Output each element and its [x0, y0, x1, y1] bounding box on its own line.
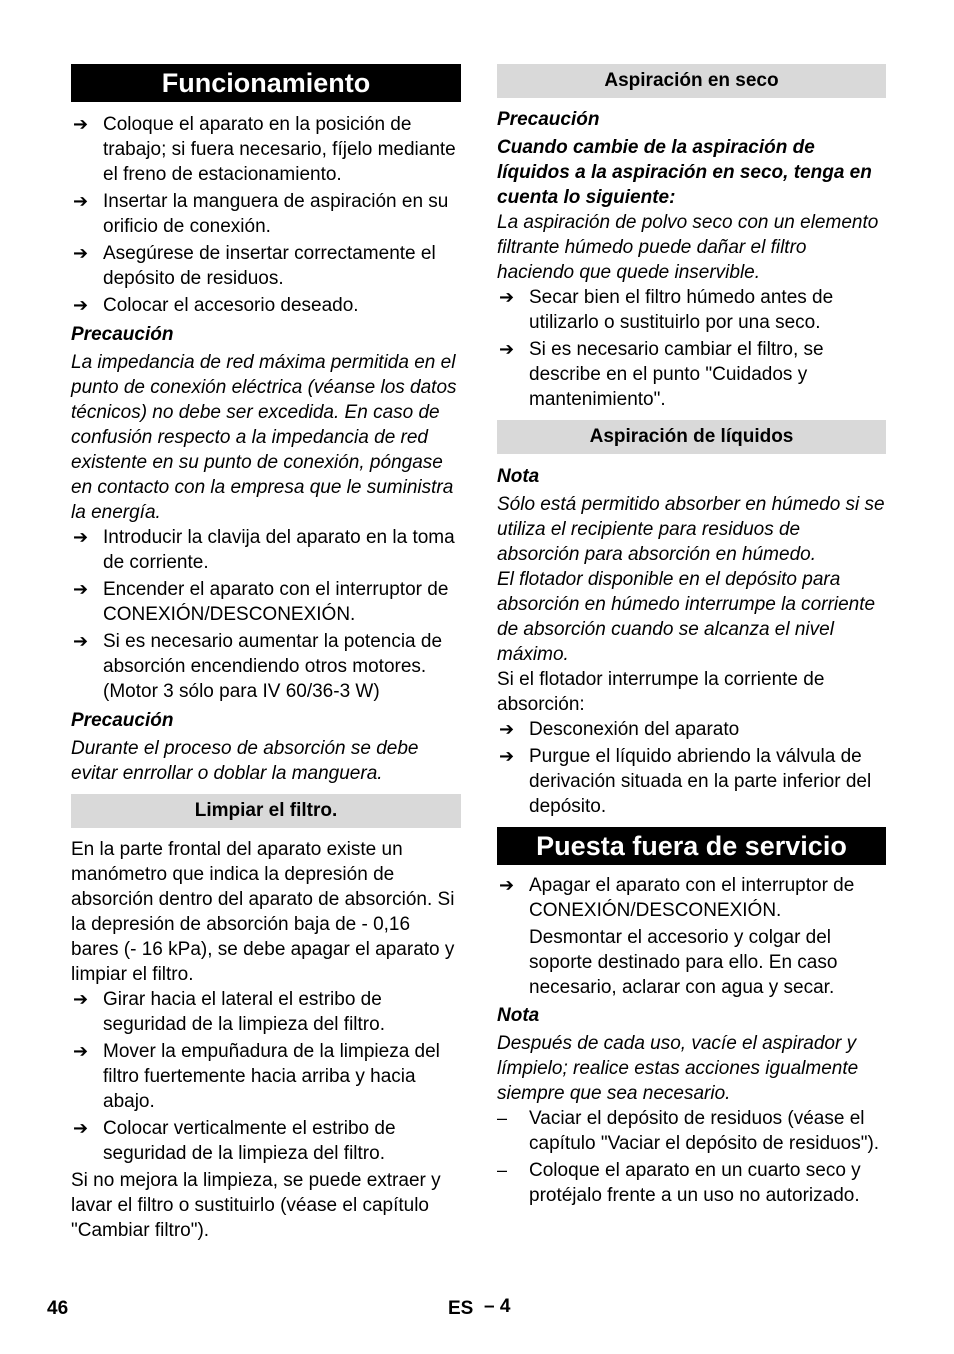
list-item: ➔ Colocar el accesorio deseado.	[73, 295, 359, 316]
language-code: ES	[448, 1298, 474, 1319]
caution-text: La aspiración de polvo seco con un elemento filtrante húmedo puede dañar el filtro haciendo que quede inservible.	[497, 212, 879, 283]
caution-text: Durante el proceso de absorción se debe evitar enrrollar o doblar la manguera.	[71, 738, 419, 784]
arrow-icon: ➔	[499, 287, 515, 307]
note-text: El flotador disponible en el depósito para absorción en húmedo interrumpe la corriente de absorción cuando se alcanza el nivel máximo.	[497, 569, 876, 665]
right-column	[497, 64, 886, 1208]
filter-outro: Si no mejora la limpieza, se puede extraer y lavar el filtro o sustituirlo (véase el capítulo "Cambiar filtro").	[71, 1170, 441, 1241]
list-item: ➔ Colocar verticalmente el estribo de seguridad de la limpieza del filtro.	[73, 1118, 396, 1164]
caution-label: Precaución	[497, 109, 600, 130]
arrow-icon: ➔	[73, 631, 89, 651]
note-text: Sólo está permitido absorber en húmedo si se utiliza el recipiente para residuos de absorción para absorción en húmedo.	[497, 494, 885, 565]
list-item: – Coloque el aparato en un cuarto seco y protéjalo frente a un uso no autorizado.	[497, 1160, 861, 1206]
page-number: 46	[47, 1298, 69, 1319]
funcionamiento-heading: Funcionamiento	[71, 64, 461, 102]
arrow-icon: ➔	[73, 243, 89, 263]
list-item: ➔ Coloque el aparato en la posición de trabajo; si fuera necesario, fíjelo mediante el freno de estacionamiento.	[73, 114, 456, 185]
arrow-icon: ➔	[73, 295, 89, 315]
arrow-icon: ➔	[73, 527, 89, 547]
list-item: ➔ Girar hacia el lateral el estribo de seguridad de la limpieza del filtro.	[73, 989, 385, 1035]
filter-heading: Limpiar el filtro.	[71, 794, 461, 828]
caution-label: Precaución	[71, 324, 174, 345]
arrow-icon: ➔	[73, 114, 89, 134]
page-reference: – 4	[484, 1296, 511, 1317]
arrow-icon: ➔	[499, 875, 515, 895]
list-item: ➔ Introducir la clavija del aparato en la toma de corriente.	[73, 527, 455, 573]
list-item: ➔ Mover la empuñadura de la limpieza del filtro fuertemente hacia arriba y hacia abajo.	[73, 1041, 440, 1112]
liquid-heading: Aspiración de líquidos	[497, 420, 886, 454]
arrow-icon: ➔	[73, 989, 89, 1009]
list-item: – Vaciar el depósito de residuos (véase el capítulo "Vaciar el depósito de residuos").	[497, 1108, 880, 1154]
arrow-icon: ➔	[73, 579, 89, 599]
arrow-icon: ➔	[73, 1041, 89, 1061]
caution-label: Precaución	[71, 710, 174, 731]
note-text: Después de cada uso, vacíe el aspirador y límpielo; realice estas acciones igualmente siempre que sea necesario.	[497, 1033, 859, 1104]
list-item: ➔ Insertar la manguera de aspiración en su orificio de conexión.	[73, 191, 449, 237]
dash-icon: –	[497, 1108, 508, 1128]
list-item: ➔ Secar bien el filtro húmedo antes de utilizarlo o sustituirlo por una seco.	[499, 287, 834, 333]
list-item: ➔ Encender el aparato con el interruptor de CONEXIÓN/DESCONEXIÓN.	[73, 579, 449, 625]
arrow-icon: ➔	[499, 746, 515, 766]
arrow-icon: ➔	[499, 719, 515, 739]
indented-text: Desmontar el accesorio y colgar del soporte destinado para ello. En caso necesario, aclarar con agua y secar.	[529, 927, 838, 998]
list-item: ➔ Si es necesario aumentar la potencia de absorción encendiendo otros motores. (Motor 3 sólo para IV 60/36-3 W)	[73, 631, 443, 702]
list-item: ➔ Purgue el líquido abriendo la válvula de derivación situada en la parte inferior del depósito.	[499, 746, 872, 817]
dry-heading: Aspiración en seco	[497, 64, 886, 98]
note-label: Nota	[497, 466, 540, 487]
caution-bold-text: Cuando cambie de la aspiración de líquidos a la aspiración en seco, tenga en cuenta lo siguiente:	[497, 137, 872, 208]
list-item: ➔ Desconexión del aparato	[499, 719, 740, 740]
note-label: Nota	[497, 1005, 540, 1026]
liquid-text: Si el flotador interrumpe la corriente de absorción:	[497, 669, 825, 715]
arrow-icon: ➔	[499, 339, 515, 359]
list-item: ➔ Si es necesario cambiar el filtro, se describe en el punto "Cuidados y mantenimiento".	[499, 339, 824, 410]
filter-intro: En la parte frontal del aparato existe un manómetro que indica la depresión de absorción dentro del aparato de absorción. Si la depresión de absorción baja de - 0,16 bares (- 16 kPa), se debe apagar el aparato y limpiar el filtro.	[71, 839, 455, 985]
dash-icon: –	[497, 1160, 508, 1180]
list-item: ➔ Asegúrese de insertar correctamente el depósito de residuos.	[73, 243, 436, 289]
shutdown-heading: Puesta fuera de servicio	[497, 827, 886, 865]
left-column	[71, 64, 461, 1243]
list-item: ➔ Apagar el aparato con el interruptor de CONEXIÓN/DESCONEXIÓN.	[499, 875, 855, 921]
arrow-icon: ➔	[73, 1118, 89, 1138]
arrow-icon: ➔	[73, 191, 89, 211]
caution-text: La impedancia de red máxima permitida en el punto de conexión eléctrica (véanse los datos técnicos) no debe ser excedida. En caso de confusión respecto a la impedancia de red existente en su punto de conexión, póngase en contacto con la empresa que le suministra la energía.	[71, 352, 457, 523]
